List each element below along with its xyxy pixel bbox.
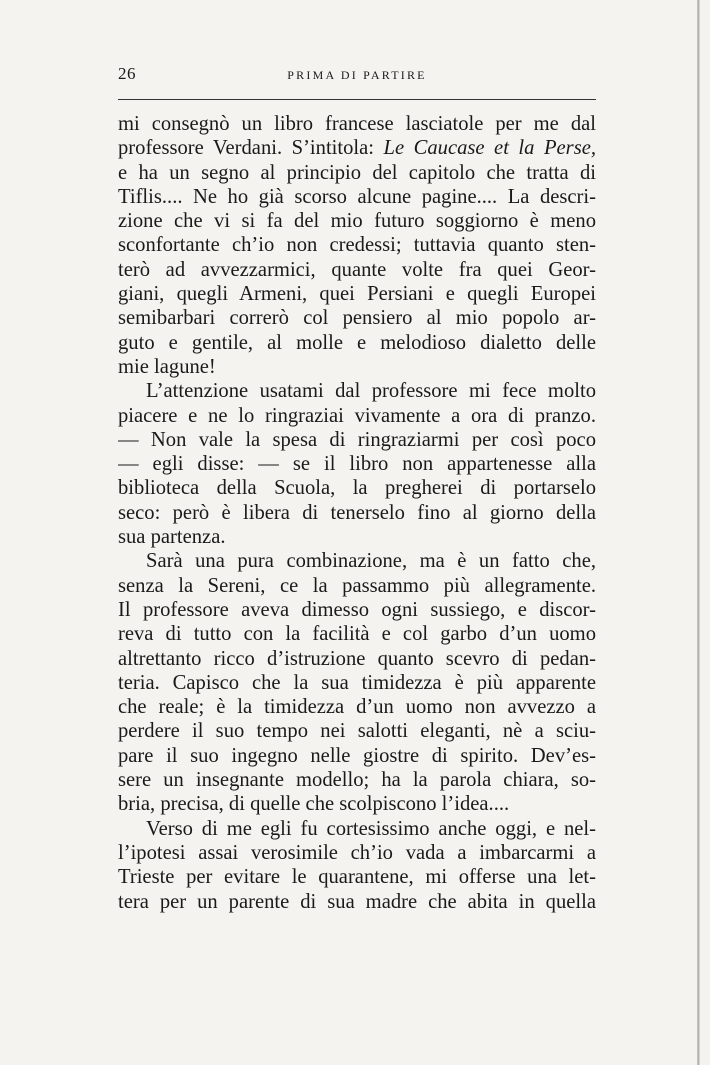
text-line bbox=[118, 136, 596, 160]
body-text bbox=[118, 112, 596, 914]
text-line: biblioteca della Scuola, la pregherei di portarselo bbox=[118, 477, 596, 500]
text-line: — Non vale la spesa di ringraziarmi per così poco bbox=[118, 428, 596, 451]
text-line: guto e gentile, al molle e melodioso dialetto delle bbox=[118, 331, 596, 354]
page-number: 26 bbox=[118, 64, 136, 83]
text-line: altrettanto ricco d’istruzione quanto scevro di pedan- bbox=[118, 647, 596, 670]
text-line: perdere il suo tempo nei salotti eleganti, nè a sciu- bbox=[118, 720, 596, 743]
page-header bbox=[118, 64, 596, 86]
text-line: teria. Capisco che la sua timidezza è più apparente bbox=[118, 671, 596, 694]
text-line: sconfortante ch’io non credessi; tuttavia quanto sten- bbox=[118, 234, 596, 257]
text-line: sua partenza. bbox=[118, 526, 226, 549]
italic-book-title: Le Caucase et la Perse, bbox=[383, 137, 596, 160]
text-line: Il professore aveva dimesso ogni sussiego, e discor- bbox=[118, 598, 596, 621]
text-line: mi consegnò un libro francese lasciatole per me dal bbox=[118, 113, 596, 135]
text-line: giani, quegli Armeni, quei Persiani e quegli Europei bbox=[118, 283, 596, 306]
text-line: — egli disse: — se il libro non appartenesse alla bbox=[118, 453, 596, 476]
text-line: mie lagune! bbox=[118, 355, 216, 378]
text-line: semibarbari correrò col pensiero al mio popolo ar- bbox=[118, 307, 596, 330]
text-line: Verso di me egli fu cortesissimo anche oggi, e nel- bbox=[146, 817, 596, 840]
text-line: L’attenzione usatami dal professore mi fece molto bbox=[146, 380, 596, 403]
text-line: Sarà una pura combinazione, ma è un fatto che, bbox=[146, 550, 596, 573]
text-line: l’ipotesi assai verosimile ch’io vada a imbarcarmi a bbox=[118, 841, 596, 864]
text-line: zione che vi si fa del mio futuro soggiorno è meno bbox=[118, 210, 596, 233]
text-span: professore Verdani. S’intitola: bbox=[118, 137, 384, 160]
page-edge bbox=[697, 0, 700, 1065]
text-line: seco: però è libera di tenerselo fino al giorno della bbox=[118, 501, 596, 524]
text-line: bria, precisa, di quelle che scolpiscono l’idea.... bbox=[118, 793, 510, 816]
running-title: PRIMA DI PARTIRE bbox=[287, 68, 427, 82]
text-line: e ha un segno al principio del capitolo che tratta di bbox=[118, 161, 596, 184]
text-line: Trieste per evitare le quarantene, mi offerse una let- bbox=[118, 866, 596, 889]
text-line: piacere e ne lo ringraziai vivamente a ora di pranzo. bbox=[118, 404, 596, 427]
header-rule bbox=[118, 99, 596, 100]
text-line: reva di tutto con la facilità e col garbo d’un uomo bbox=[118, 623, 596, 646]
text-line: Tiflis.... Ne ho già scorso alcune pagine.... La descri- bbox=[118, 185, 596, 208]
text-line: senza la Sereni, ce la passammo più allegramente. bbox=[118, 574, 596, 597]
text-line: tera per un parente di sua madre che abita in quella bbox=[118, 890, 596, 913]
text-line: terò ad avvezzarmici, quante volte fra quei Geor- bbox=[118, 258, 596, 281]
text-line: che reale; è la timidezza d’un uomo non avvezzo a bbox=[118, 696, 596, 719]
text-line: sere un insegnante modello; ha la parola chiara, so- bbox=[118, 769, 596, 792]
text-line: pare il suo ingegno nelle giostre di spirito. Dev’es- bbox=[118, 744, 596, 767]
